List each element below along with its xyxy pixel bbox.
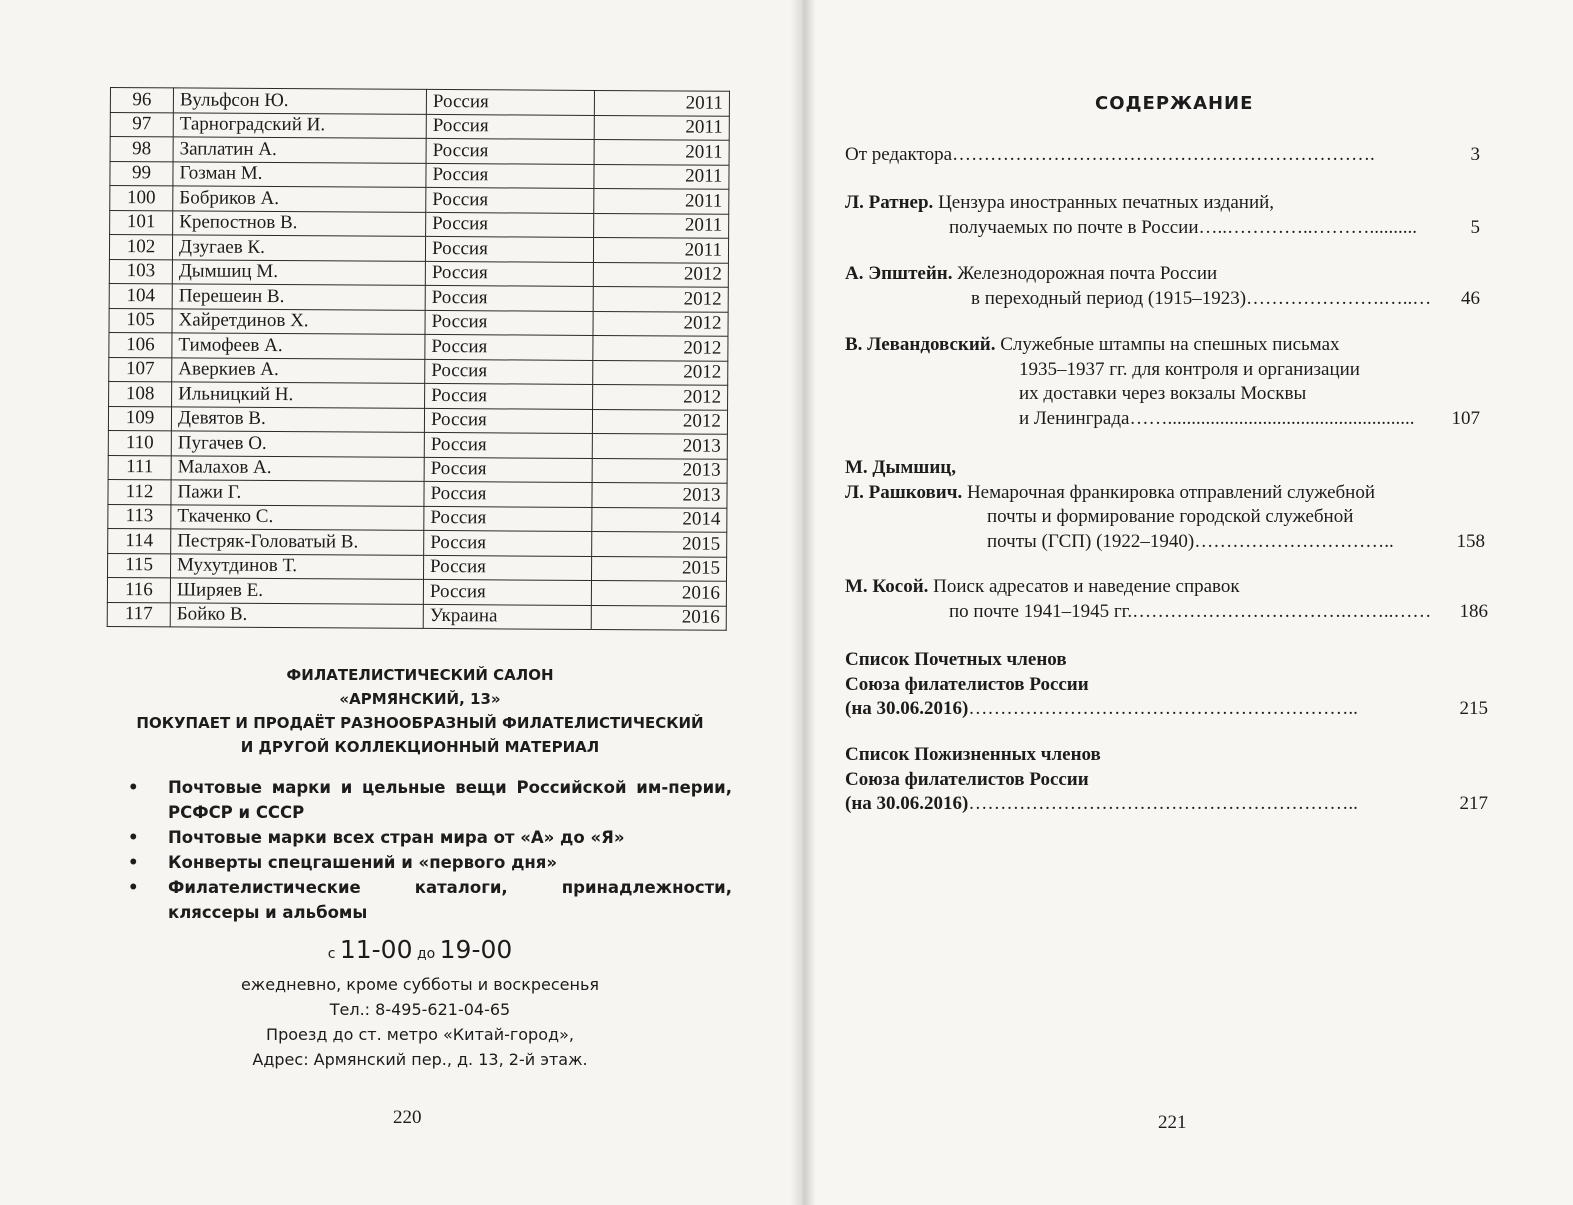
offer-text: Конверты спецгашений и «первого дня» bbox=[168, 853, 558, 872]
table-row bbox=[110, 186, 729, 214]
page-number-left: 220 bbox=[393, 1107, 422, 1128]
member-number: 99 bbox=[110, 161, 173, 186]
member-name: Бобриков А. bbox=[173, 186, 426, 212]
hours-to: 19-00 bbox=[439, 935, 513, 964]
toc-entry-ratner bbox=[845, 191, 1480, 240]
table-row bbox=[110, 112, 729, 140]
toc-author: М. Дымшиц, bbox=[845, 457, 956, 478]
table-row bbox=[108, 528, 727, 556]
member-number: 114 bbox=[108, 528, 171, 553]
member-number: 112 bbox=[108, 479, 171, 504]
toc-dots: …………………………………………………….. bbox=[968, 698, 1358, 719]
member-year: 2011 bbox=[594, 213, 729, 238]
member-name: Хайретдинов Х. bbox=[172, 308, 425, 334]
member-name: Перешеин В. bbox=[172, 284, 425, 310]
toc-title-line: Цензура иностранных печатных изданий, bbox=[933, 192, 1275, 213]
table-row bbox=[107, 602, 726, 630]
metro-directions: Проезд до ст. метро «Китай-город», bbox=[266, 1025, 574, 1044]
toc-title-line: получаемых по почте в России…..…………..……….......... bbox=[949, 216, 1417, 238]
bullet-icon: • bbox=[128, 853, 139, 872]
table-row bbox=[109, 283, 728, 311]
member-country: Россия bbox=[425, 310, 593, 336]
table-row bbox=[108, 504, 727, 532]
member-number: 109 bbox=[108, 406, 171, 431]
table-row bbox=[108, 455, 727, 483]
toc-page: 186 bbox=[1459, 600, 1488, 622]
table-row bbox=[110, 210, 729, 238]
toc-author: А. Эпштейн. bbox=[845, 263, 953, 284]
bullet-icon: • bbox=[128, 828, 139, 847]
street-address: Адрес: Армянский пер., д. 13, 2-й этаж. bbox=[252, 1050, 588, 1069]
member-year: 2012 bbox=[593, 335, 728, 360]
member-year: 2013 bbox=[592, 433, 727, 458]
table-row bbox=[108, 553, 727, 581]
member-country: Россия bbox=[424, 481, 592, 507]
toc-title-line: Поиск адресатов и наведение справок bbox=[928, 576, 1240, 597]
member-number: 104 bbox=[109, 283, 172, 308]
member-name: Малахов А. bbox=[171, 455, 424, 481]
toc-title-line: почты и формирование городской служебной bbox=[987, 506, 1354, 527]
phone-number: Тел.: 8-495-621-04-65 bbox=[329, 1000, 511, 1019]
toc-title-line: Союза филателистов России bbox=[845, 768, 1089, 790]
member-name: Пугачев О. bbox=[171, 431, 424, 457]
toc-title-line: по почте 1941–1945 гг.…………………………….……..…… bbox=[949, 600, 1432, 622]
toc-title-line: Железнодорожная почта России bbox=[952, 263, 1218, 284]
toc-title-line: почты (ГСП) (1922–1940)………………………….. bbox=[987, 530, 1394, 552]
member-number: 101 bbox=[110, 210, 173, 235]
member-country: Россия bbox=[426, 114, 594, 140]
member-year: 2012 bbox=[592, 409, 727, 434]
member-name: Ткаченко С. bbox=[171, 504, 424, 530]
member-country: Россия bbox=[424, 530, 592, 556]
toc-page: 107 bbox=[1451, 407, 1480, 429]
member-country: Россия bbox=[423, 579, 591, 605]
member-name: Вульфсон Ю. bbox=[173, 88, 426, 114]
toc-entry-honorary-members bbox=[845, 648, 1488, 722]
member-name: Крепостнов В. bbox=[173, 210, 426, 236]
member-country: Россия bbox=[423, 555, 591, 581]
member-number: 96 bbox=[110, 88, 173, 113]
table-row bbox=[108, 479, 727, 507]
toc-author: М. Косой. bbox=[845, 576, 929, 597]
member-number: 113 bbox=[108, 504, 171, 529]
member-year: 2011 bbox=[593, 237, 728, 262]
opening-hours bbox=[110, 935, 730, 964]
member-year: 2015 bbox=[592, 531, 727, 556]
toc-title-line: (на 30.06.2016) bbox=[845, 793, 969, 814]
toc-page: 215 bbox=[1459, 698, 1488, 719]
table-row bbox=[109, 332, 728, 360]
list-item bbox=[128, 875, 732, 925]
hours-to-word: до bbox=[416, 946, 436, 962]
table-row bbox=[109, 357, 728, 385]
member-name: Тимофеев А. bbox=[172, 333, 425, 359]
toc-page: 3 bbox=[1470, 144, 1480, 165]
member-number: 103 bbox=[109, 259, 172, 284]
member-country: Россия bbox=[426, 138, 594, 164]
table-row bbox=[108, 406, 727, 434]
book-gutter bbox=[790, 0, 816, 1205]
member-year: 2011 bbox=[594, 188, 729, 213]
member-name: Ильницкий Н. bbox=[172, 382, 425, 408]
member-number: 117 bbox=[107, 602, 170, 627]
member-country: Россия bbox=[424, 506, 592, 532]
member-name: Аверкиев А. bbox=[172, 357, 425, 383]
member-number: 108 bbox=[109, 381, 172, 406]
toc-author: В. Левандовский. bbox=[845, 334, 996, 355]
hours-from: 11-00 bbox=[339, 935, 413, 964]
toc-page: 5 bbox=[1470, 216, 1480, 238]
list-item bbox=[128, 775, 732, 825]
salon-line-3: ПОКУПАЕТ И ПРОДАЁТ РАЗНООБРАЗНЫЙ ФИЛАТЕЛИСТИЧЕСКИЙ bbox=[136, 714, 704, 732]
toc-entry-epshtein bbox=[845, 262, 1480, 311]
member-name: Дымшиц М. bbox=[172, 259, 425, 285]
member-country: Россия bbox=[426, 163, 594, 189]
salon-line-4: И ДРУГОЙ КОЛЛЕКЦИОННЫЙ МАТЕРИАЛ bbox=[240, 738, 600, 756]
toc-page: 217 bbox=[1459, 793, 1488, 814]
offer-text: Филателистические каталоги, принадлежности, кляссеры и альбомы bbox=[168, 878, 732, 922]
toc-title-line: Служебные штампы на спешных письмах bbox=[995, 334, 1340, 355]
table-row bbox=[110, 88, 729, 116]
member-country: Россия bbox=[426, 89, 594, 115]
member-year: 2011 bbox=[594, 139, 729, 164]
member-country: Россия bbox=[426, 187, 594, 213]
toc-entry-levandovsky bbox=[845, 333, 1480, 431]
toc-title-line: Список Почетных членов bbox=[845, 649, 1067, 670]
member-country: Россия bbox=[424, 408, 592, 434]
offer-text: Почтовые марки и цельные вещи Российской им-перии, РСФСР и СССР bbox=[168, 778, 732, 822]
member-number: 102 bbox=[109, 235, 172, 260]
members-table bbox=[107, 87, 730, 631]
toc-title-line: их доставки через вокзалы Москвы bbox=[1019, 383, 1307, 404]
list-item bbox=[128, 850, 732, 875]
member-country: Россия bbox=[424, 457, 592, 483]
member-number: 107 bbox=[109, 357, 172, 382]
page-title: СОДЕРЖАНИЕ bbox=[1095, 93, 1254, 114]
member-country: Россия bbox=[425, 383, 593, 409]
toc-title-line: Немарочная франкировка отправлений служебной bbox=[962, 481, 1376, 503]
table-row bbox=[109, 308, 728, 336]
offers-list bbox=[128, 775, 732, 925]
member-number: 105 bbox=[109, 308, 172, 333]
member-name: Девятов В. bbox=[171, 406, 424, 432]
member-name: Бойко В. bbox=[170, 602, 423, 628]
toc-title-line: и Ленинграда…….................................................... bbox=[1019, 407, 1415, 429]
member-year: 2013 bbox=[592, 458, 727, 483]
offer-text: Почтовые марки всех стран мира от «А» до «Я» bbox=[168, 828, 625, 847]
working-days: ежедневно, кроме субботы и воскресенья bbox=[240, 975, 600, 994]
member-number: 97 bbox=[110, 112, 173, 137]
member-year: 2011 bbox=[594, 90, 729, 115]
member-year: 2016 bbox=[591, 605, 726, 630]
toc-entry-lifetime-members bbox=[845, 743, 1488, 817]
member-number: 111 bbox=[108, 455, 171, 480]
toc-title-line: (на 30.06.2016) bbox=[845, 698, 969, 719]
member-year: 2011 bbox=[594, 164, 729, 189]
member-country: Россия bbox=[425, 285, 593, 311]
member-number: 116 bbox=[107, 577, 170, 602]
member-year: 2012 bbox=[593, 360, 728, 385]
member-country: Россия bbox=[425, 236, 593, 262]
table-row bbox=[109, 381, 728, 409]
member-number: 110 bbox=[108, 430, 171, 455]
table-row bbox=[110, 161, 729, 189]
member-year: 2011 bbox=[594, 115, 729, 140]
member-country: Украина bbox=[423, 604, 591, 630]
member-number: 115 bbox=[108, 553, 171, 578]
toc-page: 46 bbox=[1461, 287, 1480, 309]
member-year: 2016 bbox=[591, 580, 726, 605]
toc-title-line: Список Пожизненных членов bbox=[845, 744, 1101, 765]
member-name: Тарноградский И. bbox=[173, 112, 426, 138]
table-row bbox=[110, 137, 729, 165]
member-name: Мухутдинов Т. bbox=[171, 553, 424, 579]
toc-page: 158 bbox=[1456, 530, 1485, 552]
list-item bbox=[128, 825, 732, 850]
member-country: Россия bbox=[426, 212, 594, 238]
table-row bbox=[109, 259, 728, 287]
toc-title-line: 1935–1937 гг. для контроля и организации bbox=[1019, 358, 1360, 380]
member-number: 98 bbox=[110, 137, 173, 162]
bullet-icon: • bbox=[128, 878, 139, 897]
member-country: Россия bbox=[425, 334, 593, 360]
member-name: Заплатин А. bbox=[173, 137, 426, 163]
toc-entry-editor bbox=[845, 143, 1480, 168]
page-number-right: 221 bbox=[1158, 1112, 1187, 1133]
toc-entry-dymshits bbox=[845, 456, 1485, 554]
salon-advert-heading bbox=[110, 663, 730, 759]
toc-title-line: Союза филателистов России bbox=[845, 673, 1089, 695]
member-country: Россия bbox=[425, 359, 593, 385]
salon-line-1: ФИЛАТЕЛИСТИЧЕСКИЙ САЛОН bbox=[286, 666, 554, 684]
member-year: 2013 bbox=[592, 482, 727, 507]
table-row bbox=[107, 577, 726, 605]
toc-author: Л. Ратнер. bbox=[845, 192, 934, 213]
member-number: 100 bbox=[110, 186, 173, 211]
member-name: Дзугаев К. bbox=[172, 235, 425, 261]
toc-dots: …………………………………………………….. bbox=[968, 793, 1358, 814]
member-year: 2012 bbox=[593, 384, 728, 409]
member-year: 2014 bbox=[592, 507, 727, 532]
member-name: Гозман М. bbox=[173, 161, 426, 187]
member-year: 2012 bbox=[593, 286, 728, 311]
toc-title-line: в переходный период (1915–1923)………………….…..… bbox=[971, 287, 1432, 309]
table-row bbox=[108, 430, 727, 458]
member-name: Пестряк-Головатый В. bbox=[171, 529, 424, 555]
table-row bbox=[109, 235, 728, 263]
member-year: 2012 bbox=[593, 311, 728, 336]
salon-contact bbox=[110, 972, 730, 1072]
toc-author: Л. Рашкович. bbox=[845, 481, 963, 503]
member-country: Россия bbox=[425, 261, 593, 287]
bullet-icon: • bbox=[128, 778, 139, 797]
salon-line-2: «АРМЯНСКИЙ, 13» bbox=[339, 690, 501, 708]
toc-text: От редактора…………………………………………………………. bbox=[845, 144, 1375, 165]
member-year: 2015 bbox=[591, 556, 726, 581]
member-year: 2012 bbox=[593, 262, 728, 287]
member-number: 106 bbox=[109, 332, 172, 357]
member-name: Пажи Г. bbox=[171, 480, 424, 506]
hours-from-word: с bbox=[327, 946, 336, 962]
toc-entry-kosoy bbox=[845, 575, 1488, 624]
member-name: Ширяев Е. bbox=[170, 578, 423, 604]
member-country: Россия bbox=[424, 432, 592, 458]
